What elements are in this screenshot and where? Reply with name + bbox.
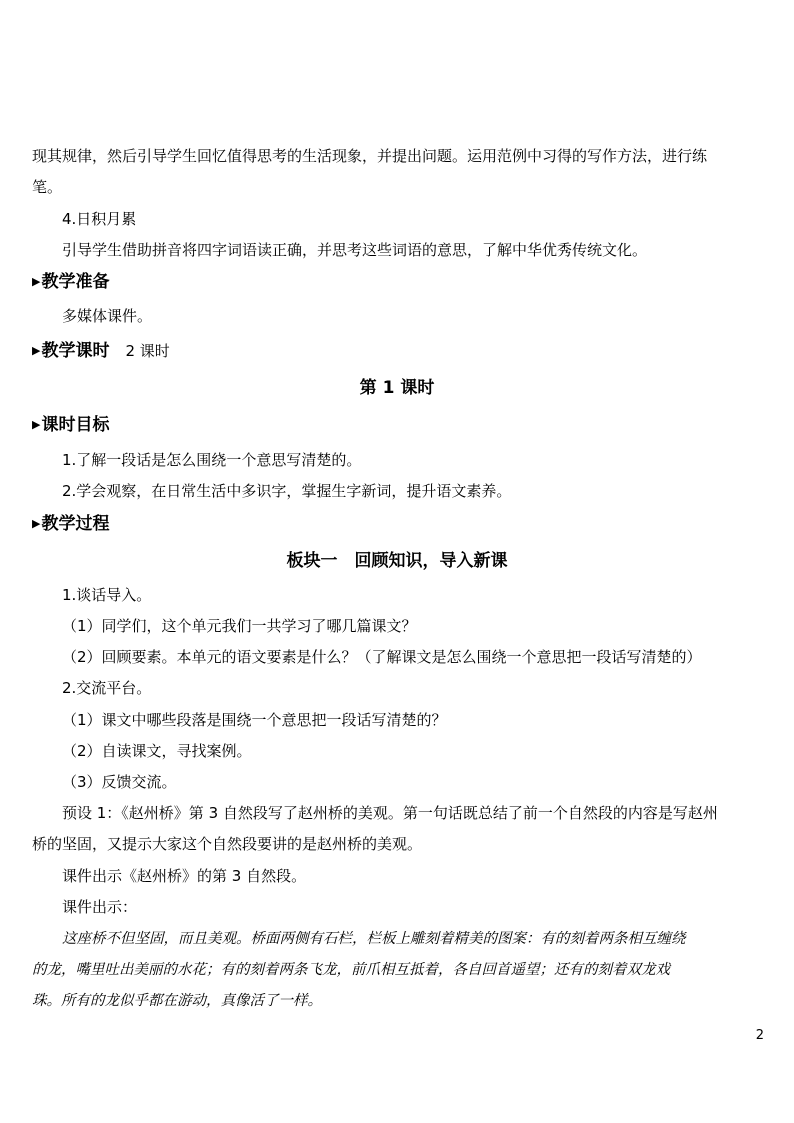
list-item: 1.谈话导入。 bbox=[62, 586, 152, 604]
block-title: 板块一 回顾知识，导入新课 bbox=[286, 551, 508, 571]
paragraph-line: 现其规律，然后引导学生回忆值得思考的生活现象，并提出问题。运用范例中习得的写作方法，进行练 bbox=[32, 147, 708, 165]
quote-line: 的龙，嘴里吐出美丽的水花；有的刻着两条飞龙，前爪相互抵着，各自回首遥望；还有的刻着双龙戏 bbox=[32, 962, 670, 978]
lesson-title: 第 1 课时 bbox=[359, 378, 435, 398]
subsection-title: 4.日积月累 bbox=[62, 210, 137, 228]
section-heading-process bbox=[32, 513, 767, 535]
arrow-icon: ▶ bbox=[32, 344, 41, 357]
quote-line: 这座桥不但坚固，而且美观。桥面两侧有石栏，栏板上雕刻着精美的图案：有的刻着两条相互缠绕 bbox=[62, 931, 686, 947]
section-heading-hours bbox=[32, 340, 767, 362]
section-heading-prep bbox=[32, 271, 767, 293]
arrow-icon: ▶ bbox=[32, 418, 41, 431]
paragraph-line: 课件出示《赵州桥》的第 3 自然段。 bbox=[62, 867, 307, 885]
heading-label: 教学准备 bbox=[41, 272, 110, 292]
hours-value: 2 课时 bbox=[125, 342, 170, 360]
list-item: （3）反馈交流。 bbox=[62, 773, 177, 791]
list-item: 2.学会观察，在日常生活中多识字，掌握生字新词，提升语文素养。 bbox=[62, 482, 512, 500]
arrow-icon: ▶ bbox=[32, 517, 41, 530]
heading-label: 教学过程 bbox=[41, 514, 110, 534]
heading-label: 课时目标 bbox=[41, 415, 110, 435]
arrow-icon: ▶ bbox=[32, 275, 41, 288]
page-number: 2 bbox=[755, 1028, 764, 1043]
list-item: （1）课文中哪些段落是围绕一个意思把一段话写清楚的？ bbox=[62, 711, 447, 729]
paragraph-line: 多媒体课件。 bbox=[62, 307, 153, 325]
paragraph-line: 引导学生借助拼音将四字词语读正确，并思考这些词语的意思，了解中华优秀传统文化。 bbox=[62, 241, 648, 259]
paragraph-line: 笔。 bbox=[32, 178, 63, 196]
paragraph-line: 桥的坚固，又提示大家这个自然段要讲的是赵州桥的美观。 bbox=[32, 835, 423, 853]
list-item: （2）回顾要素。本单元的语文要素是什么？（了解课文是怎么围绕一个意思把一段话写清楚的） bbox=[62, 648, 702, 666]
section-heading-goals bbox=[32, 414, 767, 436]
quote-line: 珠。所有的龙似乎都在游动，真像活了一样。 bbox=[32, 993, 322, 1009]
list-item: 2.交流平台。 bbox=[62, 679, 152, 697]
paragraph-line: 课件出示： bbox=[62, 898, 138, 916]
list-item: 1.了解一段话是怎么围绕一个意思写清楚的。 bbox=[62, 451, 362, 469]
heading-label: 教学课时 bbox=[41, 341, 110, 361]
list-item: （1）同学们，这个单元我们一共学习了哪几篇课文？ bbox=[62, 617, 417, 635]
list-item: （2）自读课文，寻找案例。 bbox=[62, 742, 252, 760]
paragraph-line: 预设 1：《赵州桥》第 3 自然段写了赵州桥的美观。第一句话既总结了前一个自然段的内容是写赵州 bbox=[62, 804, 718, 822]
